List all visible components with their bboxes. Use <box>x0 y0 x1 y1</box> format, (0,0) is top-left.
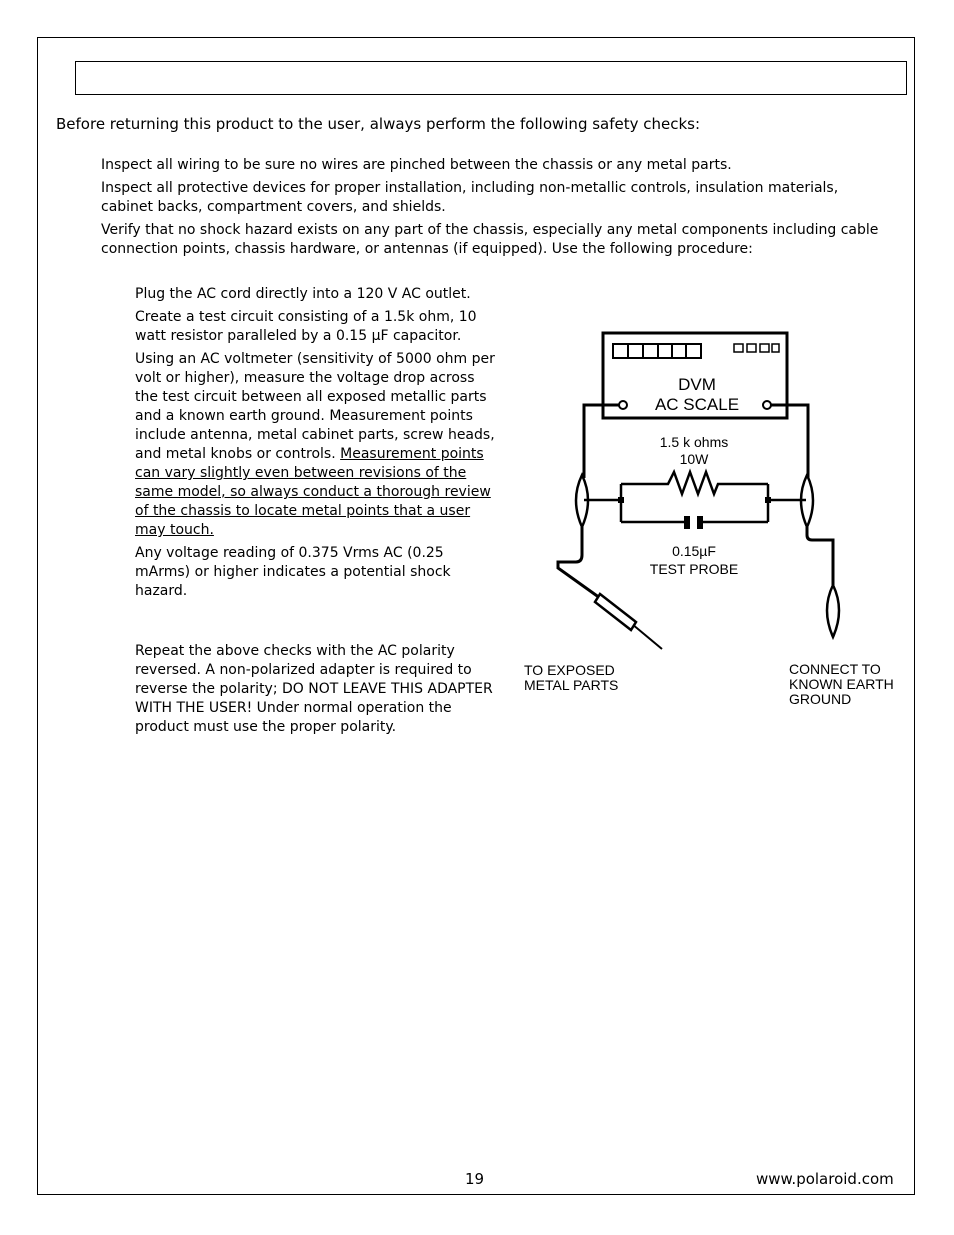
capacitor-value-label: 0.15µF <box>672 543 716 559</box>
test-probe-label: TEST PROBE <box>649 561 739 577</box>
earth-ground-label-3: GROUND <box>789 691 852 707</box>
dvm-terminal-left <box>619 401 627 409</box>
check-shock-hazard: Verify that no shock hazard exists on any part of the chassis, especially any metal components including cable connection points, chassis hardware, or antennas (if equipped). Use the following procedure: <box>101 222 879 257</box>
check-wiring: Inspect all wiring to be sure no wires are pinched between the chassis or any metal parts. <box>101 157 732 173</box>
test-probe-icon <box>595 594 636 630</box>
step-measure-text: Using an AC voltmeter (sensitivity of 5000 ohm per volt or higher), measure the voltage drop across the test circuit between all exposed metallic parts and a known earth ground. Measurement points include antenna, metal cabinet parts, screw heads, and metal knobs or controls. <box>135 351 495 462</box>
step-plug-ac: Plug the AC cord directly into a 120 V AC outlet. <box>135 286 471 302</box>
leakage-test-diagram <box>510 325 910 715</box>
dvm-label: DVM <box>678 375 716 394</box>
repeat-text: Repeat the above checks with the AC polarity reversed. A non-polarized adapter is required to reverse the polarity; DO NOT LEAVE THIS ADAPTER WITH THE USER! Under normal operation the product must use the proper polarity. <box>135 643 493 735</box>
check-protective-devices: Inspect all protective devices for proper installation, including non-metallic controls, insulation materials, cabinet backs, compartment covers, and shields. <box>101 180 839 215</box>
rc-circuit <box>584 472 806 522</box>
earth-ground-label-2: KNOWN EARTH <box>789 676 894 692</box>
intro-text: Before returning this product to the user, always perform the following safety checks: <box>56 115 701 133</box>
exposed-metal-label-1: TO EXPOSED <box>524 662 615 678</box>
section-title-box <box>75 61 907 95</box>
step-voltage-reading: Any voltage reading of 0.375 Vrms AC (0.25 mArms) or higher indicates a potential shock hazard. <box>135 545 451 599</box>
step-measure <box>135 350 500 540</box>
repeat-polarity-note <box>135 642 500 737</box>
exposed-metal-label-2: METAL PARTS <box>524 677 619 693</box>
resistor-value-label: 1.5 k ohms <box>659 434 729 450</box>
safety-checks-list <box>101 156 891 263</box>
junction-right <box>765 497 771 503</box>
earth-ground-label-1: CONNECT TO <box>789 661 881 677</box>
page-number: 19 <box>465 1170 485 1188</box>
probe-lead <box>558 527 662 649</box>
procedure-steps <box>135 285 500 605</box>
resistor-icon <box>621 472 768 494</box>
ac-scale-label: AC SCALE <box>654 395 740 414</box>
ground-clip-icon <box>827 585 839 637</box>
junction-left <box>618 497 624 503</box>
step-test-circuit: Create a test circuit consisting of a 1.5k ohm, 10 watt resistor paralleled by a 0.15 µF capacitor. <box>135 309 477 344</box>
footer-url: www.polaroid.com <box>756 1170 894 1188</box>
ground-lead <box>807 527 833 585</box>
step-measure-note: Measurement points can vary slightly even between revisions of the same model, so always conduct a thorough review of the chassis to locate metal points that a user may touch. <box>135 446 491 538</box>
dvm-terminal-right <box>763 401 771 409</box>
capacitor-icon <box>684 516 703 529</box>
resistor-wattage-label: 10W <box>679 451 709 467</box>
